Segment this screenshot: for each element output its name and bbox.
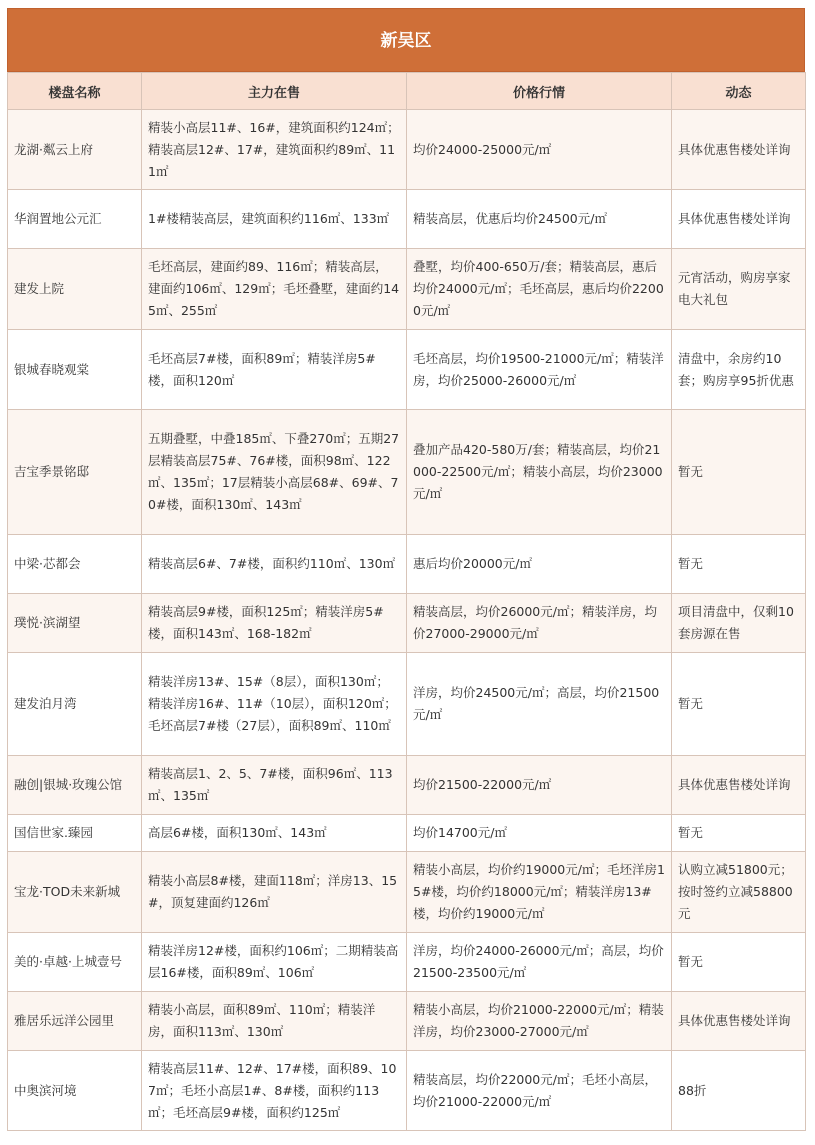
table-row xyxy=(8,190,806,249)
main-sale: 精装洋房12#楼，面积约106㎡；二期精装高层16#楼，面积89㎡、106㎡ xyxy=(142,933,407,992)
project-name: 建发泊月湾 xyxy=(8,653,142,756)
main-sale: 精装小高层11#、16#，建筑面积约124㎡；精装高层12#、17#，建筑面积约89㎡、111㎡ xyxy=(142,110,407,190)
project-name: 雅居乐远洋公园里 xyxy=(8,992,142,1051)
table-row xyxy=(8,653,806,756)
price: 毛坯高层，均价19500-21000元/㎡；精装洋房，均价25000-26000元/㎡ xyxy=(407,330,672,410)
news: 暂无 xyxy=(672,815,806,852)
main-sale: 精装高层11#、12#、17#楼，面积89、107㎡；毛坯小高层1#、8#楼，面积约113㎡；毛坯高层9#楼，面积约125㎡ xyxy=(142,1051,407,1131)
table-row xyxy=(8,815,806,852)
table-container xyxy=(7,8,805,1131)
main-sale: 精装小高层8#楼，建面118㎡；洋房13、15#，顶复建面约126㎡ xyxy=(142,852,407,933)
project-name: 华润置地公元汇 xyxy=(8,190,142,249)
project-name: 中奥滨河境 xyxy=(8,1051,142,1131)
table-row xyxy=(8,852,806,933)
table-row xyxy=(8,410,806,535)
header-price: 价格行情 xyxy=(407,73,672,110)
main-sale: 精装小高层，面积89㎡、110㎡；精装洋房，面积113㎡、130㎡ xyxy=(142,992,407,1051)
news: 暂无 xyxy=(672,535,806,594)
news: 具体优惠售楼处详询 xyxy=(672,110,806,190)
table-row xyxy=(8,756,806,815)
project-name: 龙湖·粼云上府 xyxy=(8,110,142,190)
table-row xyxy=(8,535,806,594)
price: 精装高层，均价26000元/㎡；精装洋房，均价27000-29000元/㎡ xyxy=(407,594,672,653)
project-name: 中梁·芯都会 xyxy=(8,535,142,594)
price: 叠墅，均价400-650万/套；精装高层，惠后均价24000元/㎡；毛坯高层，惠后均价22000元/㎡ xyxy=(407,249,672,330)
listings-table xyxy=(7,72,806,1131)
main-sale: 精装高层1、2、5、7#楼，面积96㎡、113㎡、135㎡ xyxy=(142,756,407,815)
table-row xyxy=(8,249,806,330)
main-sale: 五期叠墅，中叠185㎡、下叠270㎡；五期27层精装高层75#、76#楼，面积98㎡、122㎡、135㎡；17层精装小高层68#、69#、70#楼，面积130㎡、143㎡ xyxy=(142,410,407,535)
main-sale: 精装高层9#楼，面积125㎡；精装洋房5#楼，面积143㎡、168-182㎡ xyxy=(142,594,407,653)
header-project-name: 楼盘名称 xyxy=(8,73,142,110)
news: 暂无 xyxy=(672,410,806,535)
price: 叠加产品420-580万/套；精装高层，均价21000-22500元/㎡；精装小高层，均价23000元/㎡ xyxy=(407,410,672,535)
price: 均价21500-22000元/㎡ xyxy=(407,756,672,815)
project-name: 银城春晓观棠 xyxy=(8,330,142,410)
news: 元宵活动，购房享家电大礼包 xyxy=(672,249,806,330)
table-row xyxy=(8,933,806,992)
district-title: 新吴区 xyxy=(7,8,805,72)
price: 精装小高层，均价21000-22000元/㎡；精装洋房，均价23000-27000元/㎡ xyxy=(407,992,672,1051)
project-name: 融创|银城·玫瑰公馆 xyxy=(8,756,142,815)
main-sale: 1#楼精装高层，建筑面积约116㎡、133㎡ xyxy=(142,190,407,249)
project-name: 宝龙·TOD未来新城 xyxy=(8,852,142,933)
price: 洋房，均价24500元/㎡；高层，均价21500元/㎡ xyxy=(407,653,672,756)
news: 具体优惠售楼处详询 xyxy=(672,756,806,815)
project-name: 美的·卓越·上城壹号 xyxy=(8,933,142,992)
table-row xyxy=(8,1051,806,1131)
main-sale: 精装高层6#、7#楼，面积约110㎡、130㎡ xyxy=(142,535,407,594)
main-sale: 毛坯高层7#楼，面积89㎡；精装洋房5#楼，面积120㎡ xyxy=(142,330,407,410)
project-name: 璞悦·滨湖望 xyxy=(8,594,142,653)
news: 具体优惠售楼处详询 xyxy=(672,992,806,1051)
table-row xyxy=(8,594,806,653)
price: 惠后均价20000元/㎡ xyxy=(407,535,672,594)
project-name: 吉宝季景铭邸 xyxy=(8,410,142,535)
price: 精装高层，优惠后均价24500元/㎡ xyxy=(407,190,672,249)
price: 精装高层，均价22000元/㎡；毛坯小高层，均价21000-22000元/㎡ xyxy=(407,1051,672,1131)
news: 88折 xyxy=(672,1051,806,1131)
header-row xyxy=(8,73,806,110)
news: 具体优惠售楼处详询 xyxy=(672,190,806,249)
header-main-sale: 主力在售 xyxy=(142,73,407,110)
header-news: 动态 xyxy=(672,73,806,110)
price: 均价24000-25000元/㎡ xyxy=(407,110,672,190)
project-name: 国信世家.臻园 xyxy=(8,815,142,852)
table-row xyxy=(8,110,806,190)
news: 暂无 xyxy=(672,653,806,756)
price: 洋房，均价24000-26000元/㎡；高层，均价21500-23500元/㎡ xyxy=(407,933,672,992)
table-row xyxy=(8,330,806,410)
news: 暂无 xyxy=(672,933,806,992)
news: 清盘中，余房约10套；购房享95折优惠 xyxy=(672,330,806,410)
price: 均价14700元/㎡ xyxy=(407,815,672,852)
project-name: 建发上院 xyxy=(8,249,142,330)
news: 项目清盘中，仅剩10套房源在售 xyxy=(672,594,806,653)
news: 认购立减51800元；按时签约立减58800元 xyxy=(672,852,806,933)
main-sale: 高层6#楼，面积130㎡、143㎡ xyxy=(142,815,407,852)
main-sale: 毛坯高层，建面约89、116㎡；精装高层，建面约106㎡、129㎡；毛坯叠墅，建面约145㎡、255㎡ xyxy=(142,249,407,330)
main-sale: 精装洋房13#、15#（8层），面积130㎡；精装洋房16#、11#（10层），面积120㎡；毛坯高层7#楼（27层），面积89㎡、110㎡ xyxy=(142,653,407,756)
table-row xyxy=(8,992,806,1051)
price: 精装小高层，均价约19000元/㎡；毛坯洋房15#楼，均价约18000元/㎡；精装洋房13#楼，均价约19000元/㎡ xyxy=(407,852,672,933)
